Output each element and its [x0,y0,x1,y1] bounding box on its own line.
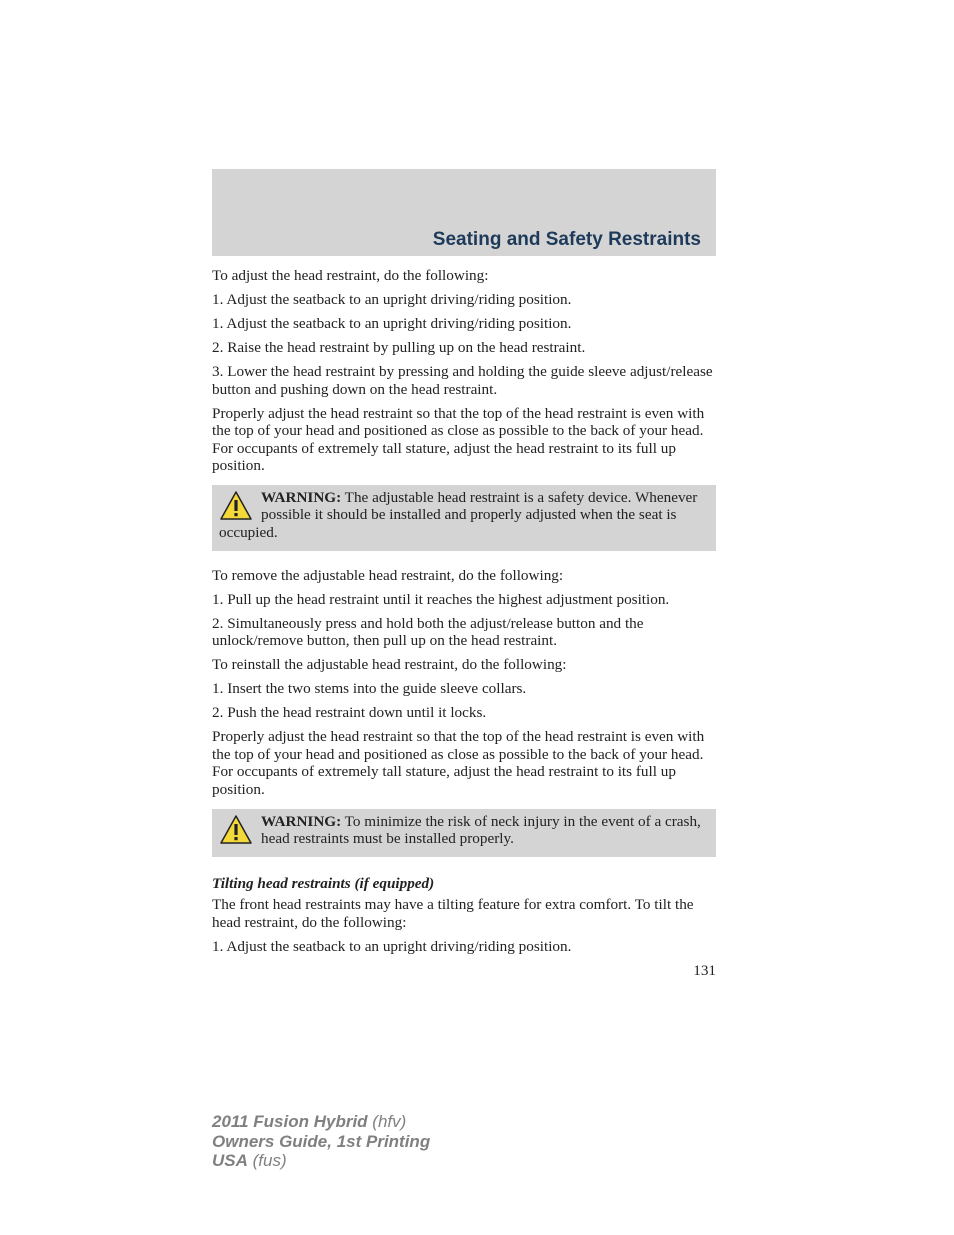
subheading: Tilting head restraints (if equipped) [212,874,435,892]
step: 1. Adjust the seatback to an upright driving/riding position. [212,937,572,955]
paragraph: To adjust the head restraint, do the following: [212,267,489,284]
step: 3. Lower the head restraint by pressing and holding the guide sleeve adjust/release button and pushing down on the head restraint. [212,362,713,398]
paragraph: To reinstall the adjustable head restraint, do the following: [212,656,567,674]
footer-line [212,1151,430,1171]
footer-line [212,1132,430,1152]
paragraph: The front head restraints may have a tilting feature for extra comfort. To tilt the head restraint, do the following: [212,896,694,931]
step: 1. Pull up the head restraint until it reaches the highest adjustment position. [212,590,670,608]
warning-triangle-icon [219,814,253,846]
warning-text: The adjustable head restraint is a safety device. Whenever possible it should be installed and properly adjusted when the seat is occupied. [219,488,698,542]
step: 2. Raise the head restraint by pulling up on the head restraint. [212,338,586,356]
footer-region-code: (fus) [247,1151,287,1170]
section-title: Seating and Safety Restraints [432,229,701,250]
footer-region: USA [212,1151,248,1170]
footer-line [212,1112,430,1132]
section-header [212,169,716,256]
step: 2. Simultaneously press and hold both the adjust/release button and the unlock/remove button, then pull up on the head restraint. [212,614,644,650]
warning-triangle-icon [219,490,253,522]
warning-box [212,809,716,857]
footer-model: 2011 Fusion Hybrid [212,1112,368,1131]
warning-label: WARNING: [261,488,342,506]
paragraph: Properly adjust the head restraint so that the top of the head restraint is even with the top of your head and positioned as close as possible to the back of your head. For occupants of extremely tall stature, adjust the head restraint to its full up position. [212,404,705,475]
step: 1. Adjust the seatback to an upright driving/riding position. [212,314,572,332]
warning-box [212,485,716,551]
step: 2. Push the head restraint down until it locks. [212,704,487,722]
paragraph: Properly adjust the head restraint so that the top of the head restraint is even with the top of your head and positioned as close as possible to the back of your head. For occupants of extremely tall stature, adjust the head restraint to its full up position. [212,728,705,798]
step: 1. Insert the two stems into the guide sleeve collars. [212,680,527,698]
warning-label: WARNING: [261,812,342,830]
page-content [212,267,716,979]
page-number: 131 [693,961,716,979]
document-footer [212,1112,430,1171]
warning-text: To minimize the risk of neck injury in the event of a crash, head restraints must be installed properly. [261,812,701,848]
paragraph: To remove the adjustable head restraint, do the following: [212,566,564,584]
footer-model-code: (hfv) [367,1112,407,1131]
footer-guide: Owners Guide, 1st Printing [212,1131,431,1151]
step: 1. Adjust the seatback to an upright driving/riding position. [212,290,572,308]
